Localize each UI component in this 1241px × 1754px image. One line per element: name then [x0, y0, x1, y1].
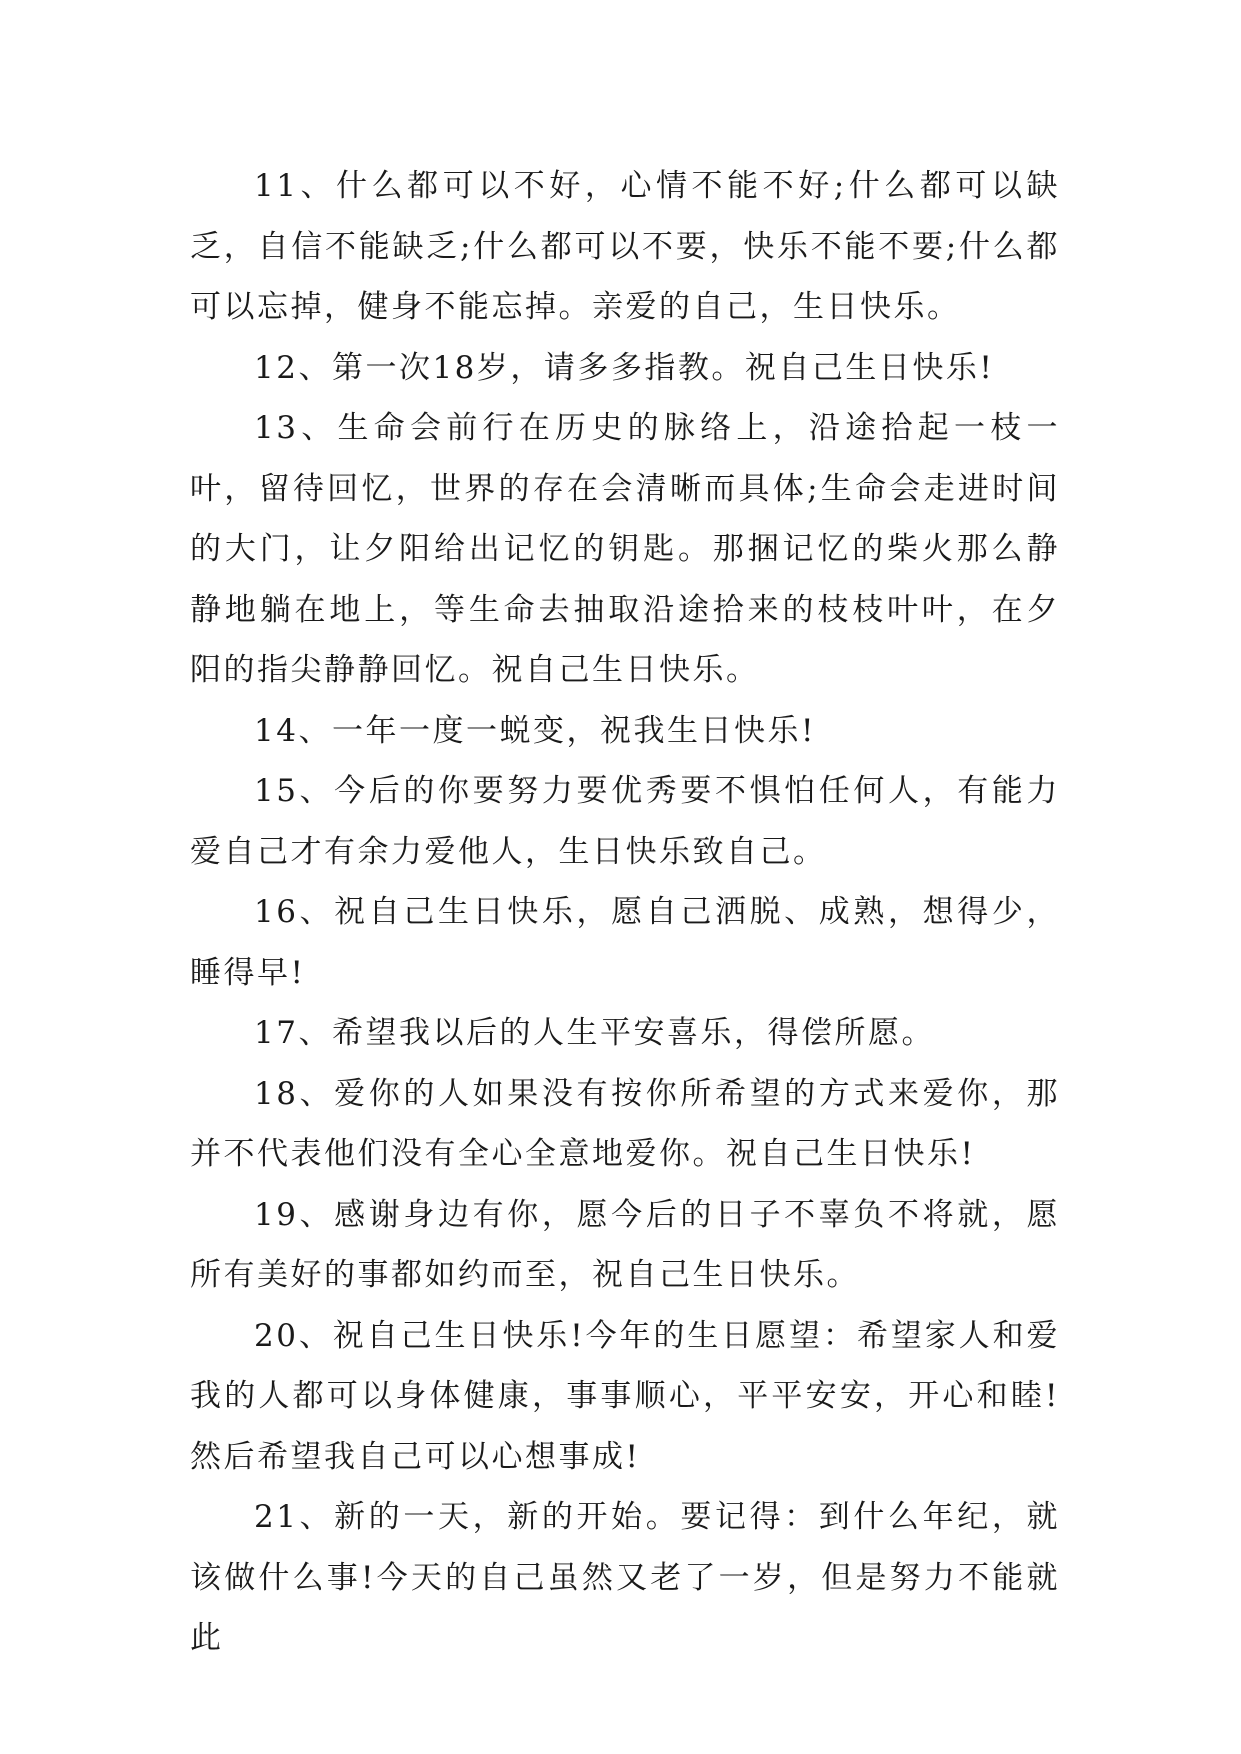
paragraph-16: 16、祝自己生日快乐，愿自己洒脱、成熟，想得少，睡得早!	[190, 894, 1060, 991]
paragraph-11: 11、什么都可以不好，心情不能不好;什么都可以缺乏，自信不能缺乏;什么都可以不要，快乐不能不要;什么都可以忘掉，健身不能忘掉。亲爱的自己，生日快乐。	[190, 168, 1060, 325]
paragraph-20: 20、祝自己生日快乐!今年的生日愿望：希望家人和爱我的人都可以身体健康，事事顺心，平平安安，开心和睦!然后希望我自己可以心想事成!	[190, 1317, 1060, 1475]
paragraph-12: 12、第一次18岁，请多多指教。祝自己生日快乐!	[254, 349, 995, 386]
paragraph-18: 18、爱你的人如果没有按你所希望的方式来爱你，那并不代表他们没有全心全意地爱你。祝自己生日快乐!	[190, 1075, 1060, 1172]
paragraph-13: 13、生命会前行在历史的脉络上，沿途拾起一枝一叶，留待回忆，世界的存在会清晰而具体;生命会走进时间的大门，让夕阳给出记忆的钥匙。那捆记忆的柴火那么静静地躺在地上，等生命去抽取沿途拾来的枝枝叶叶，在夕阳的指尖静静回忆。祝自己生日快乐。	[190, 410, 1060, 688]
document-body	[190, 156, 1060, 1669]
paragraph-17: 17、希望我以后的人生平安喜乐，得偿所愿。	[254, 1015, 935, 1051]
paragraph-15: 15、今后的你要努力要优秀要不惧怕任何人，有能力爱自己才有余力爱他人，生日快乐致自己。	[190, 773, 1060, 870]
paragraph-21: 21、新的一天，新的开始。要记得：到什么年纪，就该做什么事!今天的自己虽然又老了一岁，但是努力不能就此	[190, 1499, 1060, 1656]
paragraph-14: 14、一年一度一蜕变，祝我生日快乐!	[254, 712, 816, 749]
paragraph-19: 19、感谢身边有你，愿今后的日子不辜负不将就，愿所有美好的事都如约而至，祝自己生日快乐。	[190, 1196, 1060, 1293]
